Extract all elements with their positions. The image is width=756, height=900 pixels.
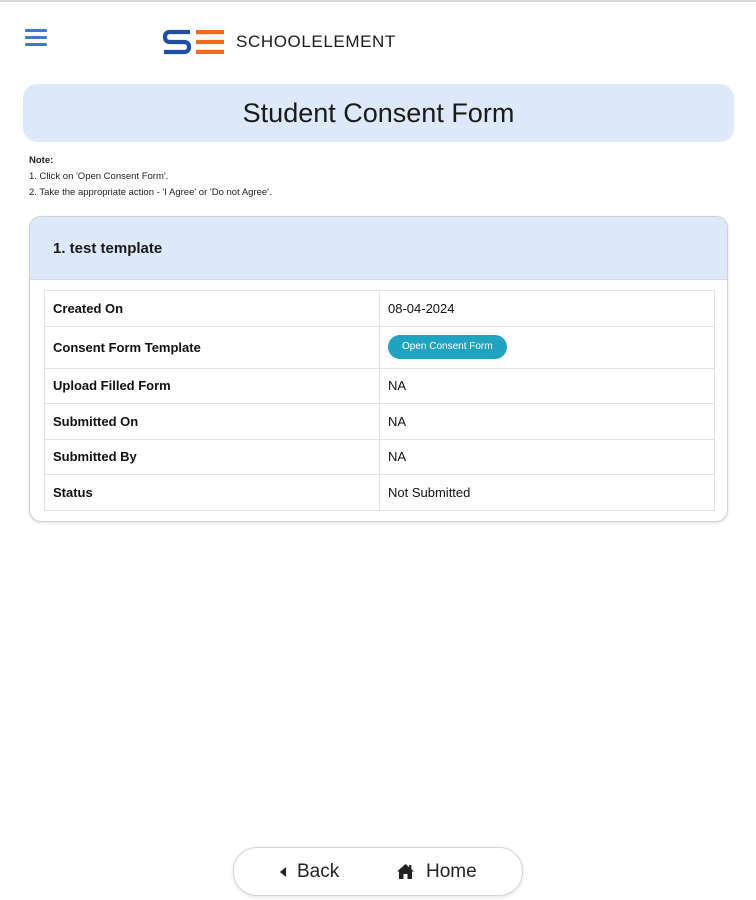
card-header (30, 217, 727, 280)
back-button[interactable] (280, 848, 339, 895)
row-label: Status (45, 475, 380, 511)
card-title: 1. test template (53, 239, 163, 257)
home-label: Home (426, 860, 477, 882)
table-row (45, 326, 715, 368)
table-row (45, 368, 715, 404)
brand-logo-icon (162, 29, 226, 55)
instructions-note (29, 153, 272, 201)
row-label: Consent Form Template (45, 326, 380, 368)
caret-left-icon (280, 867, 286, 877)
row-value: NA (380, 439, 715, 475)
row-value: NA (380, 368, 715, 404)
note-line-1: 1. Click on 'Open Consent Form'. (29, 171, 169, 182)
hamburger-menu-icon[interactable] (25, 29, 49, 49)
brand-name: SCHOOLELEMENT (236, 32, 396, 51)
row-value: 08-04-2024 (380, 291, 715, 327)
table-row (45, 404, 715, 440)
table-row (45, 291, 715, 327)
page-title-bar (23, 84, 734, 142)
open-consent-form-button[interactable]: Open Consent Form (388, 335, 507, 359)
table-row (45, 439, 715, 475)
brand-logo[interactable] (162, 29, 396, 55)
table-row (45, 475, 715, 511)
bottom-navigation (233, 847, 523, 896)
row-label: Submitted On (45, 404, 380, 440)
row-label: Submitted By (45, 439, 380, 475)
row-value: NA (380, 404, 715, 440)
home-icon (396, 863, 415, 880)
consent-details-table (44, 290, 715, 511)
back-label: Back (297, 860, 340, 882)
note-title: Note: (29, 155, 54, 166)
status-value: Not Submitted (380, 475, 715, 511)
row-value (380, 326, 715, 368)
note-line-2: 2. Take the appropriate action - 'I Agree' or 'Do not Agree'. (29, 187, 272, 198)
row-label: Upload Filled Form (45, 368, 380, 404)
home-button[interactable] (396, 848, 477, 895)
row-label: Created On (45, 291, 380, 327)
consent-form-card (29, 216, 728, 522)
page-title: Student Consent Form (242, 97, 515, 128)
app-header (0, 2, 756, 78)
